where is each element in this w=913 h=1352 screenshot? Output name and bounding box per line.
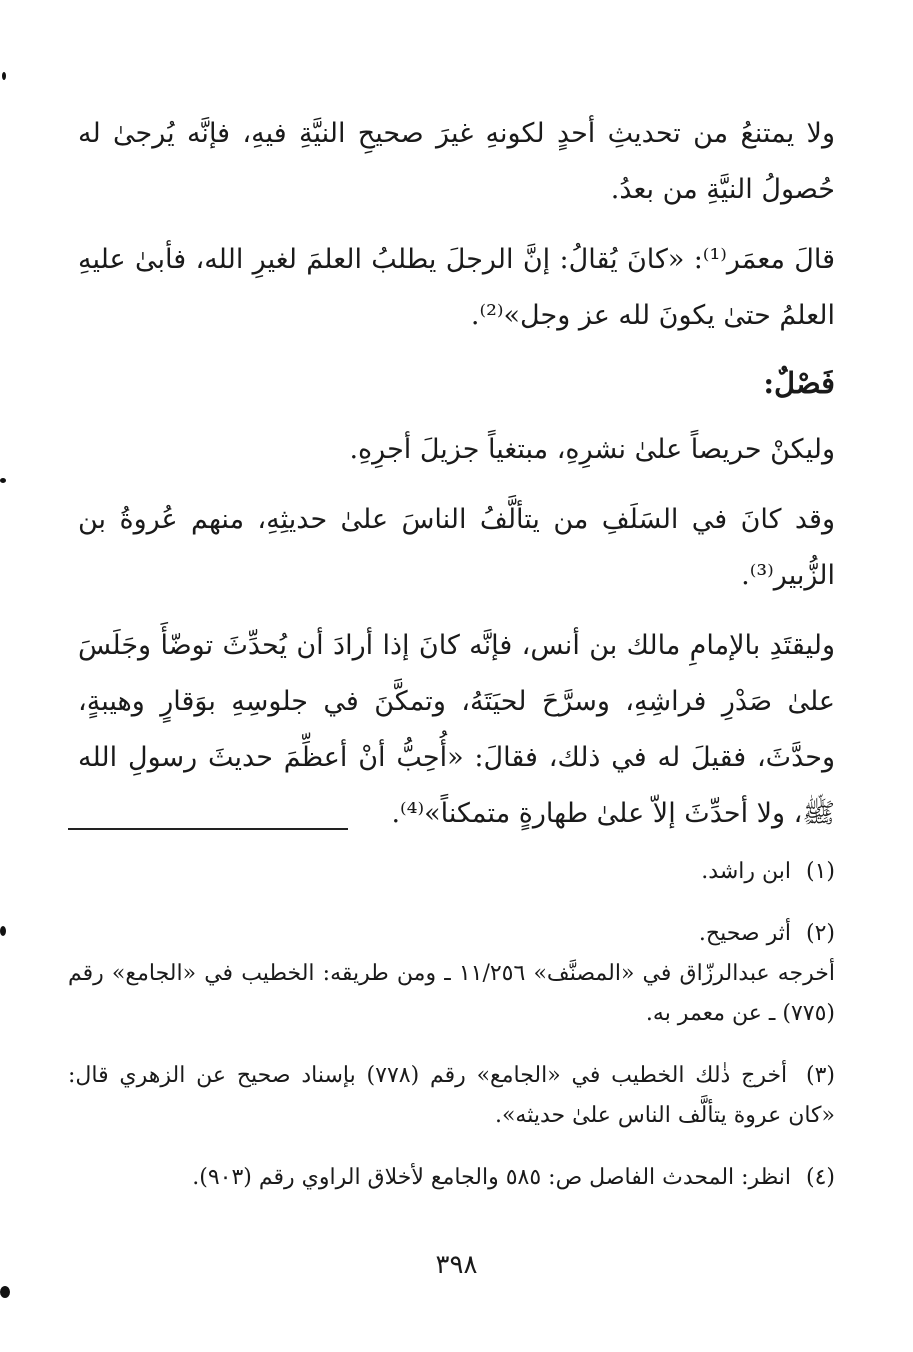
footnote-continuation: أخرجه عبدالرزّاق في «المصنَّف» ١١/٢٥٦ ـ ومن طريقه: الخطيب في «الجامع» رقم (٧٧٥) ـ عن معمر به.: [68, 961, 836, 1026]
footnotes: [68, 852, 835, 1220]
paragraph-2: قالَ معمَر⁽¹⁾: «كانَ يُقالُ: إنَّ الرجلَ يطلبُ العلمَ لغيرِ الله، فأبىٰ عليهِ العلمُ حتىٰ يكونَ لله عز وجل»⁽²⁾.: [78, 244, 835, 331]
footnote-4: [68, 1158, 835, 1198]
scan-mark: [0, 926, 6, 936]
footnote-number: (١): [805, 859, 835, 884]
footnote-2: [68, 914, 835, 1034]
paragraph-3: وليكنْ حريصاً علىٰ نشرِهِ، مبتغياً جزيلَ أجرِهِ.: [349, 434, 835, 465]
footnote-text: أخرج ذٰلك الخطيب في «الجامع» رقم (٧٧٨) بإسناد صحيح عن الزهري قال: «كان عروة يتألَّف الناس علىٰ حديثه».: [68, 1063, 835, 1128]
footnote-number: (٣): [805, 1063, 835, 1088]
paragraph-1: ولا يمتنعُ من تحديثِ أحدٍ لكونهِ غيرَ صحيحِ النيَّةِ فيهِ، فإنَّه يُرجىٰ له حُصولُ النيَّةِ من بعدُ.: [78, 118, 835, 205]
footnote-text: انظر: المحدث الفاصل ص: ٥٨٥ والجامع لأخلاق الراوي رقم (٩٠٣).: [192, 1165, 791, 1190]
main-text: [78, 106, 835, 856]
footnote-number: (٢): [805, 921, 835, 946]
scan-mark: [2, 72, 6, 80]
page-number: ٣٩٨: [435, 1250, 478, 1280]
paragraph-5: وليقتَدِ بالإمامِ مالك بن أنس، فإنَّه كانَ إذا أرادَ أن يُحدِّثَ توضّأَ وجَلَسَ علىٰ صَدْرِ فراشِهِ، وسرَّحَ لحيَتَهُ، وتمكَّنَ في جلوسِهِ بوَقارٍ وهيبةٍ، وحدَّثَ، فقيلَ له في ذلك، فقالَ: «أُحِبُّ أنْ أعظِّمَ حديثَ رسولِ الله ﷺ، ولا أحدِّثَ إلاّ علىٰ طهارةٍ متمكناً»⁽⁴⁾.: [78, 630, 835, 829]
footnote-text: ابن راشد.: [701, 859, 791, 884]
scan-mark: [0, 478, 6, 483]
footnote-3: [68, 1056, 835, 1136]
footnote-number: (٤): [805, 1165, 835, 1190]
footnote-1: [68, 852, 835, 892]
footnote-text: أثر صحيح.: [698, 921, 791, 946]
scan-mark: [0, 1286, 10, 1298]
paragraph-4: وقد كانَ في السَلَفِ من يتألَّفُ الناسَ علىٰ حديثِهِ، منهم عُروةُ بن الزُّبير⁽³⁾.: [78, 504, 835, 591]
section-heading: فَصْلٌ:: [763, 366, 835, 400]
footnote-divider: [68, 828, 348, 830]
